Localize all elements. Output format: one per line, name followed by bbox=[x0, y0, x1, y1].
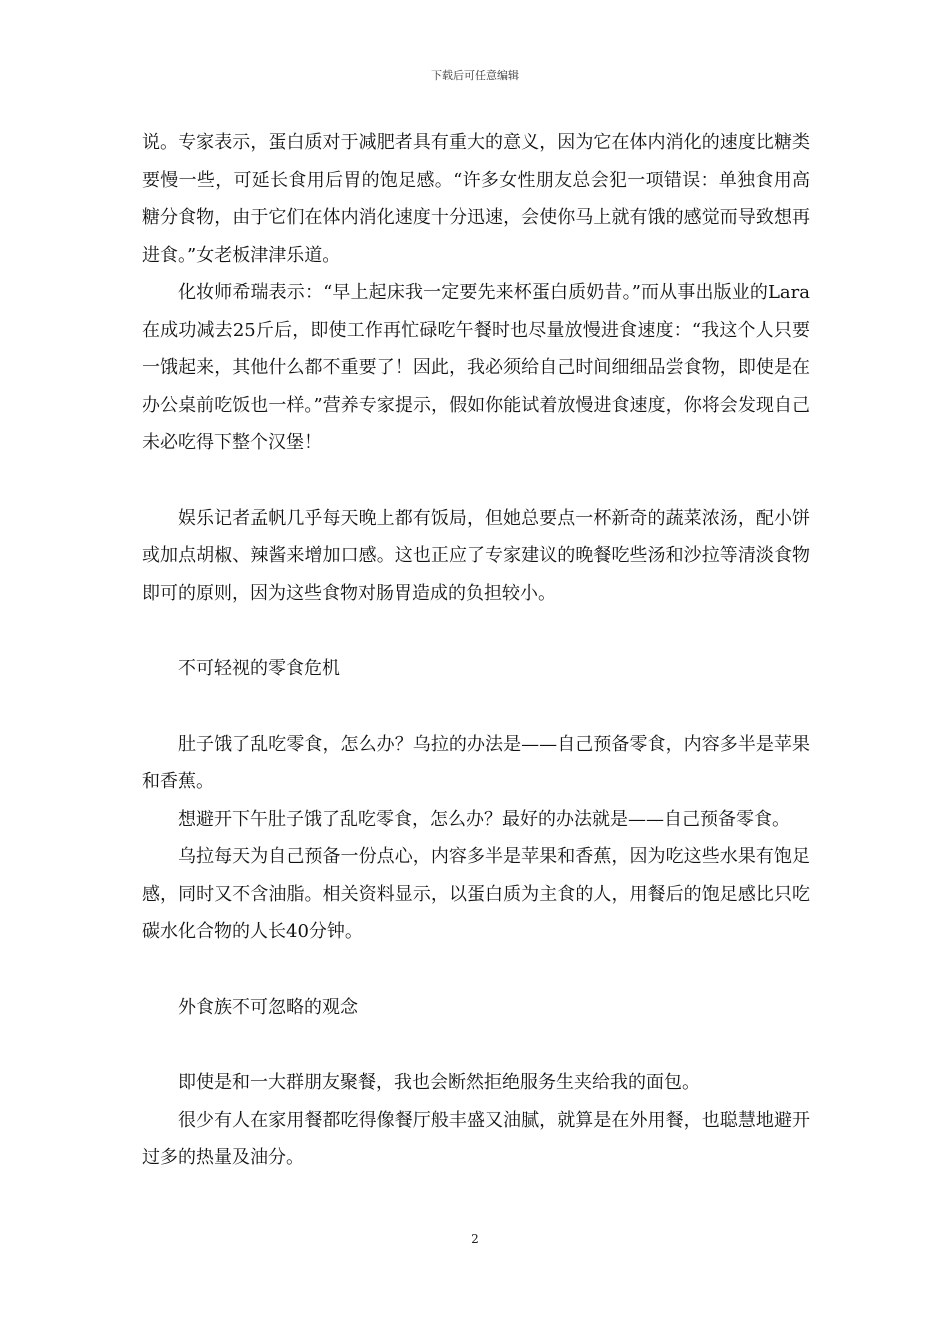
paragraph-gap bbox=[142, 951, 810, 989]
section-heading: 外食族不可忽略的观念 bbox=[178, 996, 358, 1018]
paragraph: 很少有人在家用餐都吃得像餐厅般丰盛又油腻，就算是在外用餐，也聪慧地避开过多的热量及油分。 bbox=[142, 1109, 810, 1168]
paragraph: 乌拉每天为自己预备一份点心，内容多半是苹果和香蕉，因为吃这些水果有饱足感，同时又不含油脂。相关资料显示，以蛋白质为主食的人，用餐后的饱足感比只吃碳水化合物的人长40分钟。 bbox=[142, 846, 810, 942]
paragraph-gap bbox=[142, 688, 810, 726]
paragraph: 肚子饿了乱吃零食，怎么办？乌拉的办法是——自己预备零食，内容多半是苹果和香蕉。 bbox=[142, 733, 810, 792]
page-number: 2 bbox=[471, 1232, 479, 1246]
paragraph-gap bbox=[142, 1026, 810, 1064]
document-body bbox=[142, 124, 810, 1177]
section-heading: 不可轻视的零食危机 bbox=[178, 658, 340, 679]
page-header: 下载后可任意编辑 bbox=[431, 69, 519, 82]
paragraph-gap bbox=[142, 612, 810, 650]
paragraph: 想避开下午肚子饿了乱吃零食，怎么办？最好的办法就是——自己预备零食。 bbox=[178, 808, 790, 830]
paragraph: 即使是和一大群朋友聚餐，我也会断然拒绝服务生夹给我的面包。 bbox=[178, 1072, 700, 1093]
paragraph: 说。专家表示，蛋白质对于减肥者具有重大的意义，因为它在体内消化的速度比糖类要慢一些，可延长食用后胃的饱足感。“许多女性朋友总会犯一项错误：单独食用高糖分食物，由于它们在体内消化速度十分迅速，会使你马上就有饿的感觉而导致想再进食。”女老板津津乐道。 bbox=[142, 132, 810, 266]
paragraph: 娱乐记者孟帆几乎每天晚上都有饭局，但她总要点一杯新奇的蔬菜浓汤，配小饼或加点胡椒、辣酱来增加口感。这也正应了专家建议的晚餐吃些汤和沙拉等清淡食物即可的原则，因为这些食物对肠胃造成的负担较小。 bbox=[142, 507, 810, 604]
paragraph-gap bbox=[142, 462, 810, 500]
paragraph: 化妆师希瑞表示：“早上起床我一定要先来杯蛋白质奶昔。”而从事出版业的Lara在成功减去25斤后，即使工作再忙碌吃午餐时也尽量放慢进食速度：“我这个人只要一饿起来，其他什么都不重要了！因此，我必须给自己时间细细品尝食物，即使是在办公桌前吃饭也一样。”营养专家提示，假如你能试着放慢进食速度，你将会发现自己未必吃得下整个汉堡！ bbox=[142, 282, 810, 453]
